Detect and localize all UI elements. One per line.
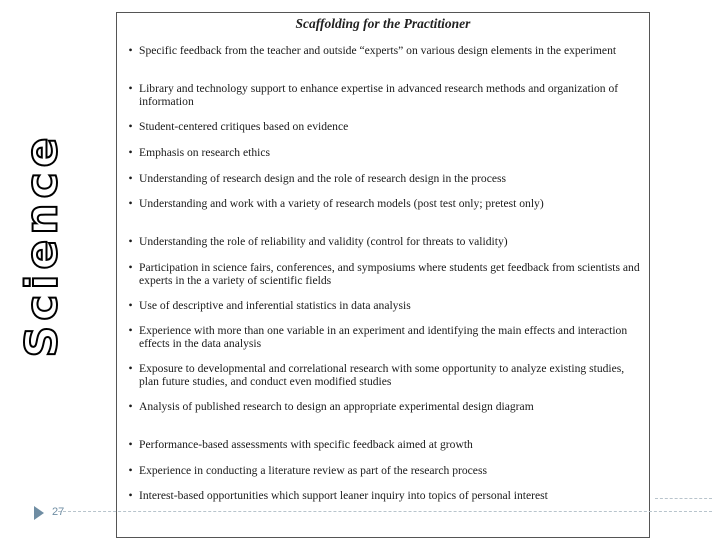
list-item-text: Performance-based assessments with specific feedback aimed at growth	[139, 438, 473, 451]
list-item	[122, 363, 642, 388]
list-item-text: Specific feedback from the teacher and outside “experts” on various design elements in the experiment	[139, 44, 617, 57]
page-number: 27	[52, 506, 65, 518]
bullet-icon: •	[128, 197, 133, 210]
list-item-text: Analysis of published research to design an appropriate experimental design diagram	[139, 400, 534, 413]
list-item-text: Library and technology support to enhance expertise in advanced research methods and organization of information	[139, 82, 619, 108]
bullet-icon: •	[128, 438, 133, 451]
list-item	[122, 147, 642, 160]
bullet-icon: •	[128, 324, 133, 337]
list-item-text: Understanding and work with a variety of research models (post test only; pretest only)	[139, 197, 544, 210]
card-title: Scaffolding for the Practitioner	[295, 16, 471, 31]
list-item	[122, 198, 642, 211]
list-item	[122, 236, 642, 249]
list-item	[122, 83, 642, 108]
list-item	[122, 401, 642, 414]
bullet-icon: •	[128, 400, 133, 413]
list-item-text: Experience with more than one variable in an experiment and identifying the main effects and interaction effects in the data analysis	[139, 324, 628, 350]
list-item-text: Interest-based opportunities which support leaner inquiry into topics of personal interest	[139, 489, 548, 502]
list-item	[122, 490, 642, 503]
page-arrow-icon	[34, 506, 44, 520]
list-item-text: Emphasis on research ethics	[139, 146, 271, 159]
list-item-text: Use of descriptive and inferential statistics in data analysis	[139, 299, 411, 312]
bullet-icon: •	[128, 235, 133, 248]
list-item	[122, 121, 642, 134]
list-item-text: Exposure to developmental and correlational research with some opportunity to analyze existing studies, plan future studies, and conduct even modified studies	[139, 362, 625, 388]
bullet-icon: •	[128, 261, 133, 274]
list-item-text: Student-centered critiques based on evidence	[139, 120, 349, 133]
footer-divider-right	[655, 498, 712, 499]
bullet-icon: •	[128, 172, 133, 185]
scaffolding-card	[116, 12, 650, 538]
bullet-icon: •	[128, 464, 133, 477]
bullet-icon: •	[128, 146, 133, 159]
list-item	[122, 439, 642, 452]
list-item	[122, 325, 642, 350]
side-title: Science	[16, 132, 68, 358]
bullet-icon: •	[128, 299, 133, 312]
list-item-text: Understanding the role of reliability and validity (control for threats to validity)	[139, 235, 508, 248]
bullet-icon: •	[128, 44, 133, 57]
list-item-text: Experience in conducting a literature review as part of the research process	[139, 464, 487, 477]
bullet-icon: •	[128, 489, 133, 502]
bullet-icon: •	[128, 362, 133, 375]
list-item-text: Participation in science fairs, conferences, and symposiums where students get feedback from scientists and experts in the a variety of scientific fields	[139, 261, 640, 287]
list-item	[122, 300, 642, 313]
list-item-text: Understanding of research design and the role of research design in the process	[139, 172, 507, 185]
bullet-icon: •	[128, 82, 133, 95]
list-item	[122, 465, 642, 478]
list-item	[122, 45, 642, 58]
footer-divider	[58, 511, 712, 512]
list-item	[122, 262, 642, 287]
list-item	[122, 173, 642, 186]
bullet-icon: •	[128, 120, 133, 133]
